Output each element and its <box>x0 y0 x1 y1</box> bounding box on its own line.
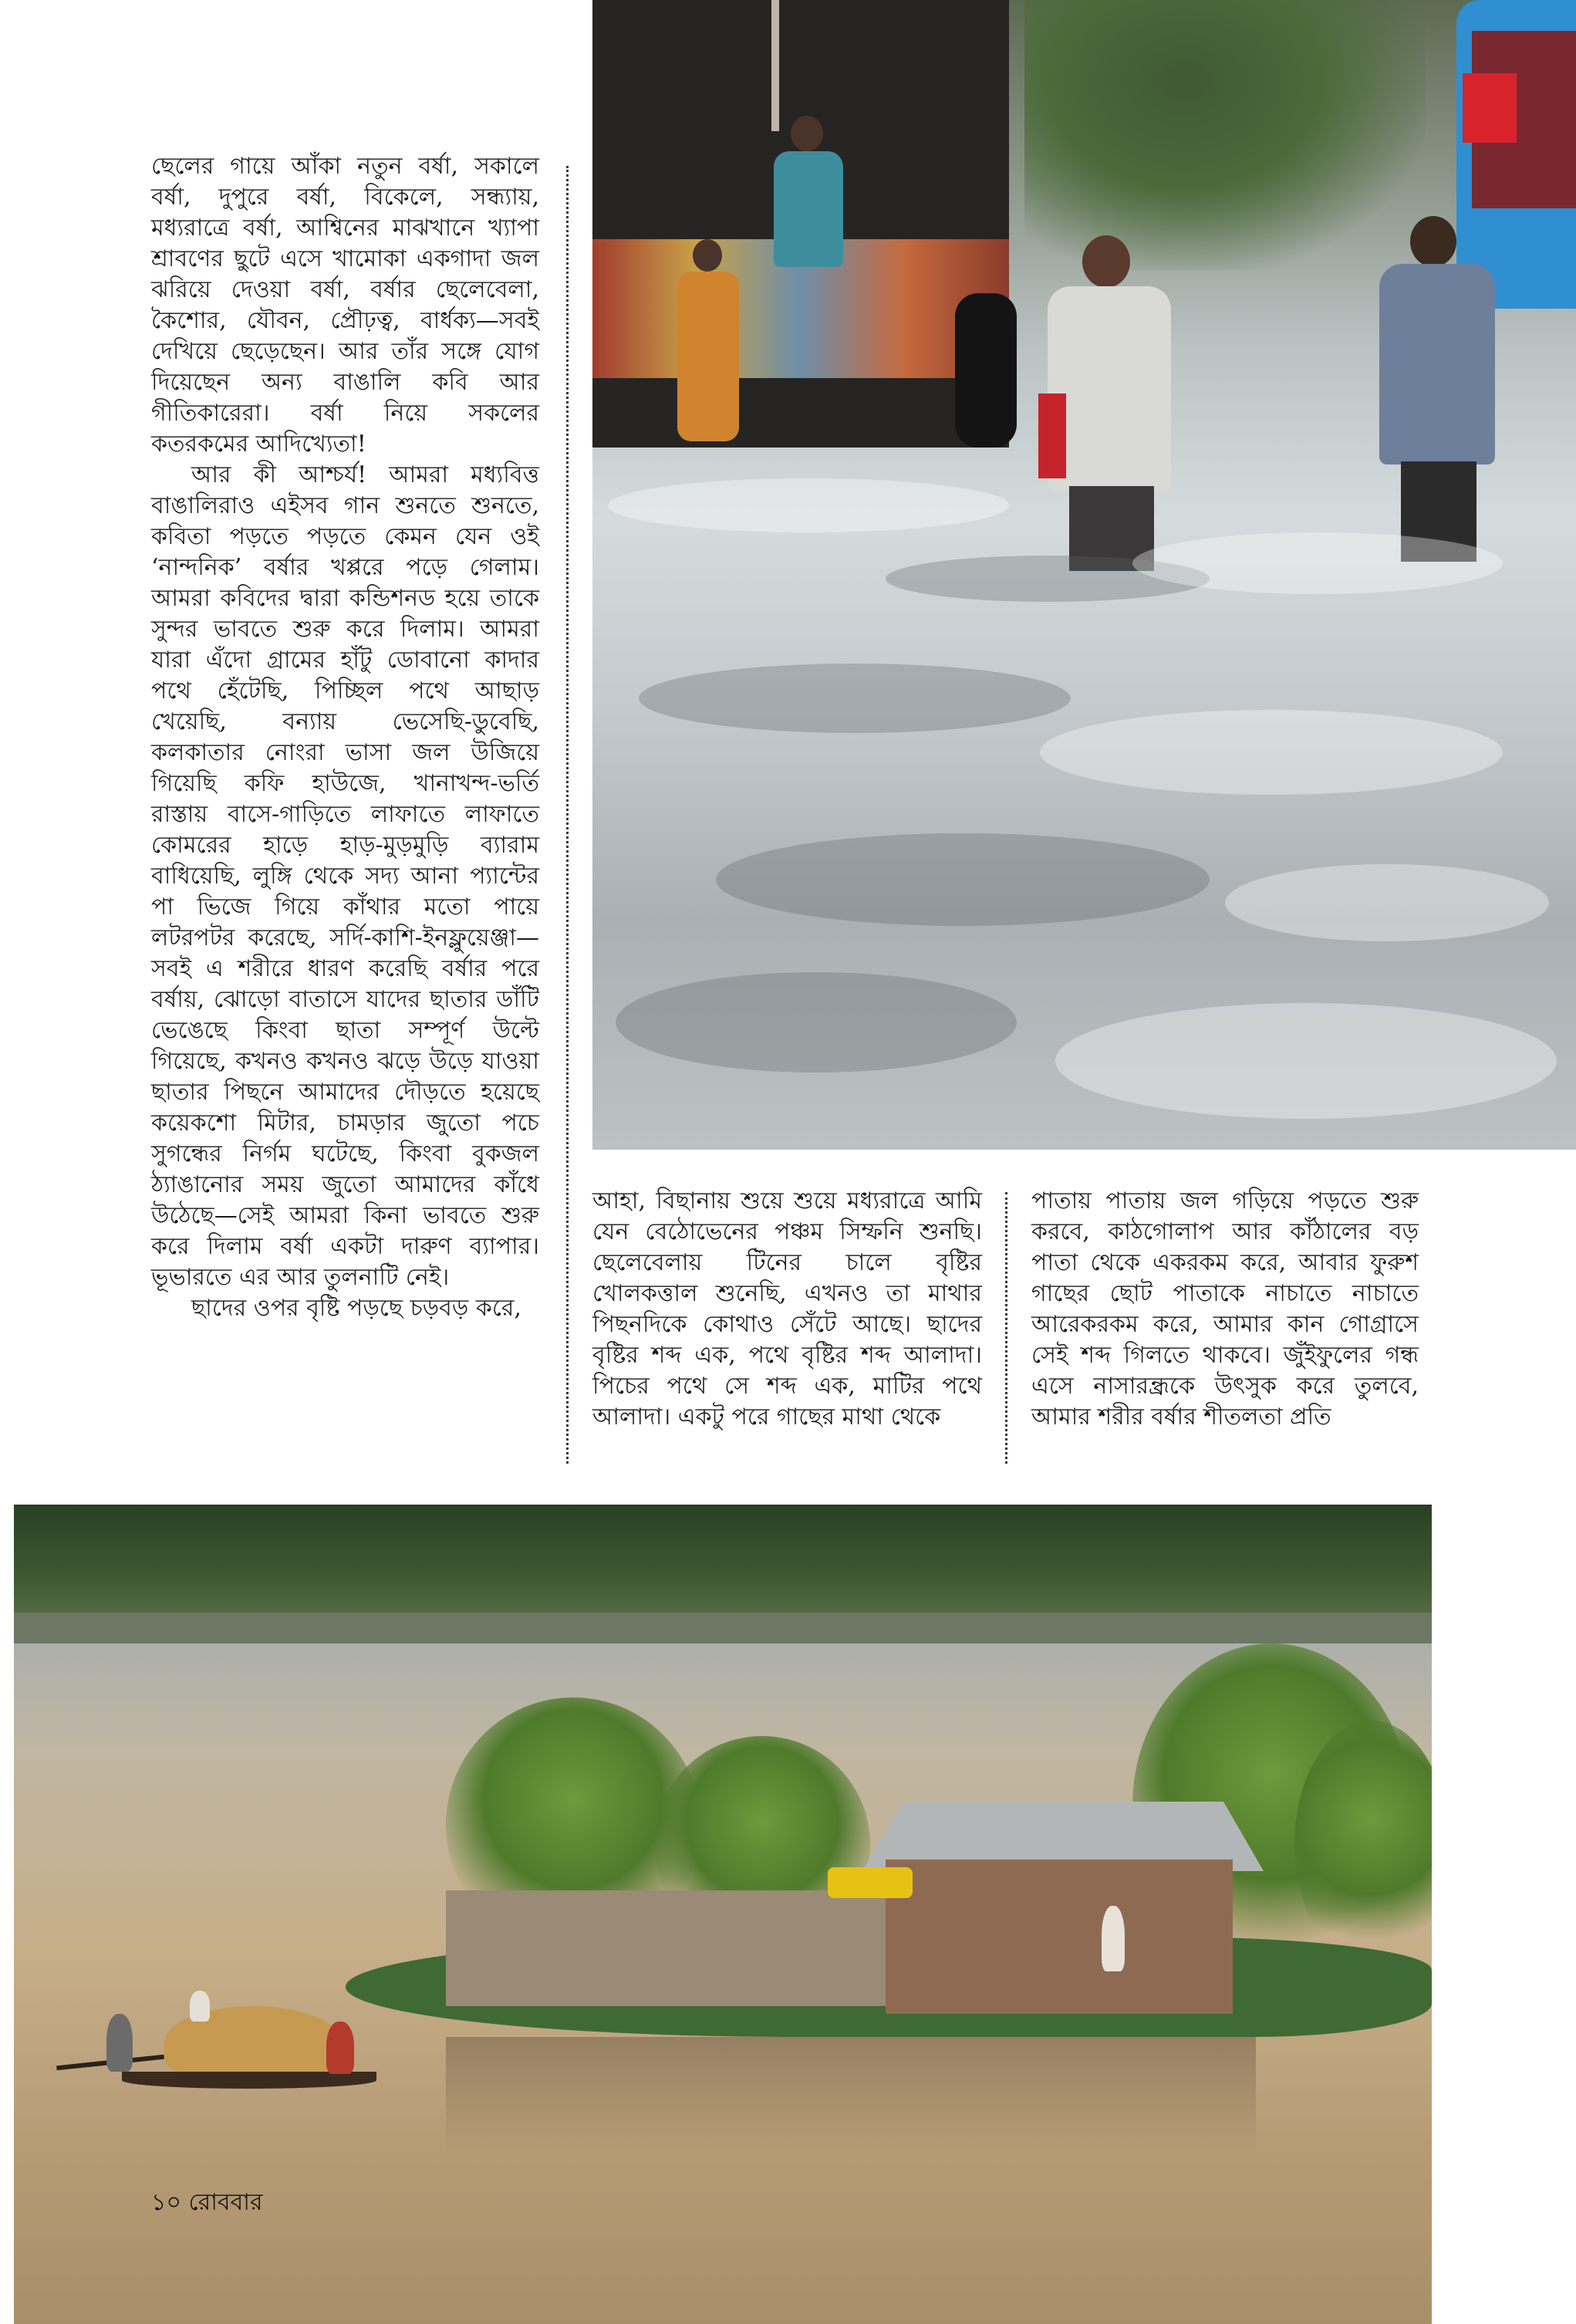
paragraph: ছাদের ওপর বৃষ্টি পড়ছে চড়বড় করে, <box>191 1295 521 1322</box>
truck-wheel <box>955 293 1017 448</box>
boatman <box>106 2014 133 2072</box>
article-column-3 <box>1031 1186 1419 1433</box>
brick-wall <box>446 1890 924 2006</box>
boat <box>122 2072 376 2089</box>
article-column-2 <box>592 1186 982 1433</box>
page-number: ১০ <box>151 2189 181 2216</box>
page-footer <box>151 2184 263 2223</box>
far-tree-line <box>14 1505 1432 1628</box>
paragraph: পাতায় পাতায় জল গড়িয়ে পড়তে শুরু করবে, কাঠগোলাপ আর কাঁঠালের বড় পাতা থেকে একরকম করে, আবার ফুরুশ গাছের ছোট পাতাকে নাচাতে নাচাতে আরেকরকম করে, আমার কান গোগ্রাসে সেই শব্দ গিলতে থাকবে। জুঁইফুলের গন্ধ এসে নাসারন্ধ্রকে উৎসুক করে তুলবে, আমার শরীর বর্ষার শীতলতা প্রতি <box>1031 1187 1419 1431</box>
bus-banner <box>1463 73 1517 143</box>
house-reflection <box>446 2037 1256 2153</box>
paragraph: আহা, বিছানায় শুয়ে শুয়ে মধ্যরাত্রে আমি যেন বেঠোভেনের পঞ্চম সিম্ফনি শুনছি। ছেলেবেলায় টিনের চালে বৃষ্টির খোলকত্তাল শুনেছি, এখনও তা মাথার পিছনদিকে কোথাও সেঁটে আছে। ছাদের বৃষ্টির শব্দ এক, পথে বৃষ্টির শব্দ আলাদা। পিচের পথে সে শব্দ এক, মাটির পথে আলাদা। একটু পরে গাছের মাথা থেকে <box>592 1187 982 1431</box>
paragraph: ছেলের গায়ে আঁকা নতুন বর্ষা, সকালে বর্ষা, দুপুরে বর্ষা, বিকেলে, সন্ধ্যায়, মধ্যরাত্রে বর্ষা, আশ্বিনের মাঝখানে খ্যাপা শ্রাবণের ছুটে এসে খামোকা একগাদা জল ঝরিয়ে দেওয়া বর্ষা, বর্ষার ছেলেবেলা, কৈশোর, যৌবন, প্রৌঢ়ত্ব, বার্ধক্য—সবই দেখিয়ে ছেড়েছেন। আর তাঁর সঙ্গে যোগ দিয়েছেন অন্য বাঙালি কবি আর গীতিকারেরা। বর্ষা নিয়ে সকলের কতরকমের আদিখ্যেতা! <box>151 153 539 458</box>
truck-rod <box>771 0 779 131</box>
article-column-1 <box>151 151 539 1324</box>
boatman <box>190 1991 210 2022</box>
flooded-street-photo <box>592 0 1576 1150</box>
paragraph: আর কী আশ্চর্য! আমরা মধ্যবিত্ত বাঙালিরাও এইসব গান শুনতে শুনতে, কবিতা পড়তে পড়তে কেমন যেন ওই ‘নান্দনিক’ বর্ষার খপ্পরে পড়ে গেলাম। আমরা কবিদের দ্বারা কন্ডিশনড হয়ে তাকে সুন্দর ভাবতে শুরু করে দিলাম। আমরা যারা এঁদো গ্রামের হাঁটু ডোবানো কাদার পথে হেঁটেছি, পিচ্ছিল পথে আছাড় খেয়েছি, বন্যায় ভেসেছি-ডুবেছি, কলকাতার নোংরা ভাসা জল উজিয়ে গিয়েছি কফি হাউজে, খানাখন্দ-ভর্তি রাস্তায় বাসে-গাড়িতে লাফাতে লাফাতে কোমরের হাড়ে হাড়-মুড়মুড়ি ব্যারাম বাধিয়েছি, লুঙ্গি থেকে সদ্য আনা প্যান্টের পা ভিজে গিয়ে কাঁথার মতো পায়ে লটরপটর করেছে, সর্দি-কাশি-ইনফ্লুয়েঞ্জা—সবই এ শরীরে ধারণ করেছি বর্ষার পরে বর্ষায়, ঝোড়ো বাতাসে যাদের ছাতার ডাঁটি ভেঙেছে কিংবা ছাতা সম্পূর্ণ উল্টে গিয়েছে, কখনও কখনও ঝড়ে উড়ে যাওয়া ছাতার পিছনে আমাদের দৌড়তে হয়েছে কয়েকশো মিটার, চামড়ার জুতো পচে সুগন্ধের নির্গম ঘটেছে, কিংবা বুকজল ঠ্যাঙানোর সময় জুতো আমাদের কাঁধে উঠেছে—সেই আমরা কিনা ভাবতে শুরু করে দিলাম বর্ষা একটা দারুণ ব্যাপার। ভূভারতে এর আর তুলনাটি নেই। <box>151 461 539 1291</box>
column-divider <box>566 166 569 1464</box>
boatman <box>326 2022 354 2074</box>
trees <box>1024 0 1426 270</box>
magazine-name: রোববার <box>188 2189 263 2216</box>
yellow-water-tank <box>828 1867 913 1898</box>
boy-at-house <box>1102 1906 1125 1971</box>
brick-house <box>886 1860 1233 2014</box>
column-divider <box>1005 1192 1007 1464</box>
far-river-bank <box>14 1613 1432 1643</box>
